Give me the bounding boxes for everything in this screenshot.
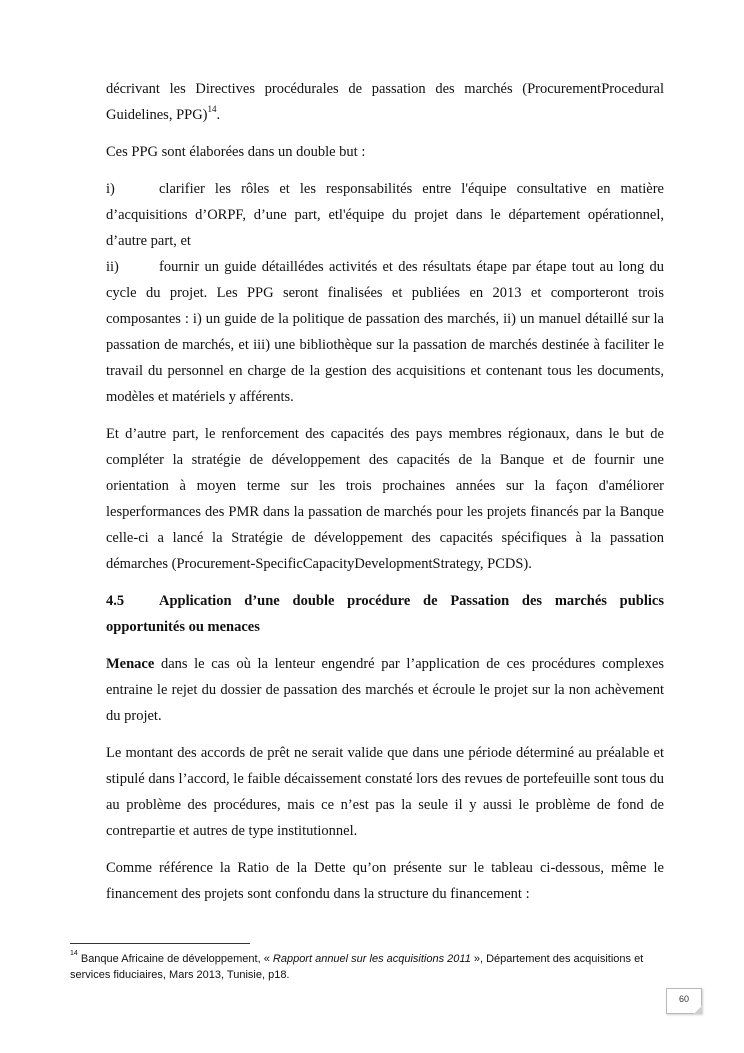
list-item-text: fournir un guide détaillédes activités et des résultats étape par étape tout au long du cycle du projet. Les PPG seront finalisées et publiées en 2013 et comporteront trois composantes : i) un guide de la politique de passation des marchés, ii) un manuel détaillé sur la passation de marchés, et iii) une bibliothèque sur la passation de marchés destinée à faciliter le travail du personnel en charge de la gestion des acquisitions et contenant tous les documents, modèles et matériels y afférents. (106, 259, 664, 405)
list-item-label: ii) (106, 259, 119, 275)
paragraph-ppg-intro (106, 76, 664, 128)
section-heading (106, 588, 664, 640)
body-text (106, 76, 664, 907)
section-number: 4.5 (106, 593, 125, 609)
paragraph-double-goal: Ces PPG sont élaborées dans un double but : (106, 144, 366, 160)
footnote-number: 14 (70, 950, 78, 958)
paragraph-capacity-strategy: Et d’autre part, le renforcement des capacités des pays membres régionaux, dans le but de compléter la stratégie de développement des capacités de la Banque et de fournir une orientation à moyen terme sur les trois prochaines années sur la façon d'améliorer lesperformances des PMR dans la passation de marchés pour les projets financés par la Banque celle-ci a lancé la Stratégie de développement des capacités spécifiques à la passation démarches (Procurement-SpecificCapacityDevelopmentStrategy, PCDS). (106, 426, 664, 572)
footnote-reference[interactable]: 14 (207, 104, 217, 115)
bold-term: Menace (106, 656, 155, 672)
list-item-ii (106, 254, 664, 410)
footnote-title: Rapport annuel sur les acquisitions 2011 (272, 953, 471, 965)
footnote-text: Banque Africaine de développement, « (77, 953, 273, 965)
paragraph-debt-ratio: Comme référence la Ratio de la Dette qu’on présente sur le tableau ci-dessous, même le financement des projets sont confondu dans la structure du financement : (106, 860, 664, 902)
paragraph-menace (106, 651, 664, 729)
paragraph-text: dans le cas où la lenteur engendré par l’application de ces procédures complexes entraine le rejet du dossier de passation des marchés et écroule le projet sur la non achèvement du projet. (106, 656, 664, 724)
footnote-text-end: », Département des acquisitions et services fiduciaires, Mars 2013, Tunisie, p18. (70, 953, 644, 981)
paragraph-loan-agreements: Le montant des accords de prêt ne serait valide que dans une période déterminé au préalable et stipulé dans l’accord, le faible décaissement constaté lors des revues de portefeuille sont tous du au problème des procédures, mais ce n’est pas la seule il y aussi le problème de fond de contrepartie et autres de type institutionnel. (106, 745, 664, 839)
footnote-separator (70, 943, 250, 944)
list-item-text: clarifier les rôles et les responsabilités entre l'équipe consultative en matière d’acquisitions d’ORPF, d’une part, etl'équipe du projet dans le département opérationnel, d’autre part, et (106, 181, 664, 249)
footnote (70, 951, 670, 983)
paragraph-text-end: . (216, 107, 221, 123)
list-item-i (106, 176, 664, 254)
paragraph-text: décrivant les Directives procédurales de passation des marchés (ProcurementProcedural Guidelines, PPG) (106, 81, 664, 123)
page-number: 60 (666, 988, 702, 1014)
list-item-label: i) (106, 181, 115, 197)
section-title: Application d’une double procédure de Passation des marchés publics opportunités ou menaces (106, 593, 664, 635)
